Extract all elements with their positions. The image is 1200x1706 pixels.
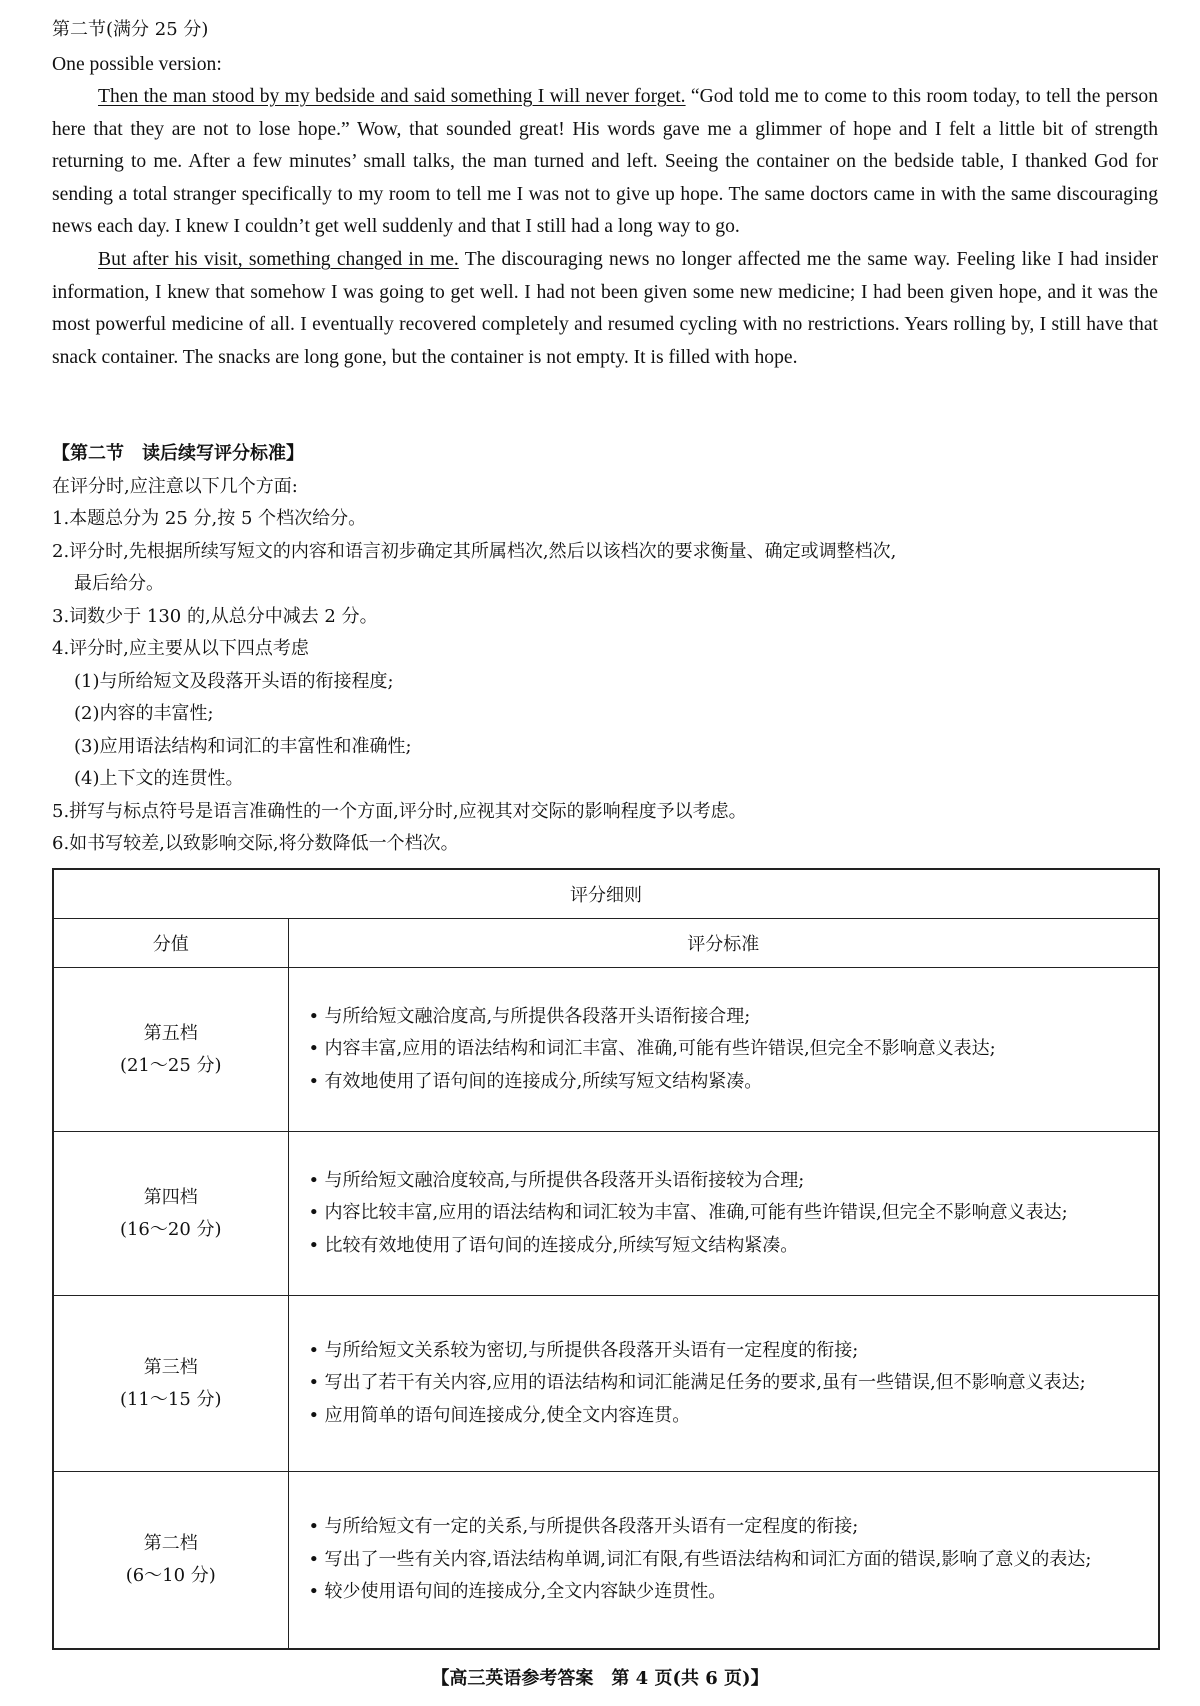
column-header-score: 分值 (53, 919, 288, 968)
band-range: (6～10 分) (125, 1564, 216, 1586)
paragraph-body-1: “God told me to come to this room today, to tell the person here that they are not to lose hope.” Wow, that sounded great! His words gave me a glimmer of hope and I felt a little bit of strength returning to me. After a few minutes’ small talks, the man turned and left. Seeing the container on the bedside table, I thanked God for sending a total stranger specifically to my room to tell me I was not to give up hope. The same doctors came in with the same discouraging news each day. I knew I couldn’t get well suddenly and that I still had a long way to go. (52, 86, 1158, 238)
column-header-criteria: 评分标准 (288, 919, 1159, 968)
sample-essay (52, 81, 1158, 374)
paragraph-opener-2: But after his visit, something changed in me. (98, 248, 459, 270)
table-caption: 评分细则 (53, 869, 1159, 919)
table-row (53, 968, 1159, 1132)
section-header: 第二节(满分 25 分) (52, 19, 209, 40)
rubric-subitem-3: (3)应用语法结构和词汇的丰富性和准确性; (74, 736, 412, 757)
band-cell (53, 1132, 288, 1296)
criteria-bullet: • 内容比较丰富,应用的语法结构和词汇较为丰富、准确,可能有些许错误,但完全不影响意义表达; (307, 1197, 1147, 1230)
rubric-item-1: 1.本题总分为 25 分,按 5 个档次给分。 (52, 508, 367, 529)
criteria-bullet: • 与所给短文融洽度高,与所提供各段落开头语衔接合理; (307, 1001, 1147, 1034)
rubric-intro: 在评分时,应注意以下几个方面: (52, 476, 298, 497)
criteria-cell (288, 1132, 1159, 1296)
criteria-bullet: • 与所给短文有一定的关系,与所提供各段落开头语有一定程度的衔接; (307, 1511, 1147, 1544)
rubric-item-6: 6.如书写较差,以致影响交际,将分数降低一个档次。 (52, 833, 459, 854)
paragraph-body-2: The discouraging news no longer affected me the same way. Feeling like I had insider information, I knew that somehow I was going to get well. I had not been given some new medicine; I had been given hope, and it was the most powerful medicine of all. I eventually recovered completely and resumed cycling with no restrictions. Years rolling by, I still have that snack container. The snacks are long gone, but the container is not empty. It is filled with hope. (52, 248, 1159, 368)
version-label: One possible version: (52, 54, 222, 75)
criteria-cell (288, 1472, 1159, 1649)
rubric-item-4: 4.评分时,应主要从以下四点考虑 (52, 638, 309, 659)
rubric-item-3: 3.词数少于 130 的,从总分中减去 2 分。 (52, 606, 378, 627)
criteria-bullet: • 有效地使用了语句间的连接成分,所续写短文结构紧凑。 (307, 1066, 1147, 1099)
table-row (53, 1132, 1159, 1296)
band-name: 第二档 (143, 1532, 198, 1554)
rubric-item-2: 2.评分时,先根据所续写短文的内容和语言初步确定其所属档次,然后以该档次的要求衡量、确定或调整档次, (52, 541, 897, 562)
scoring-table (52, 868, 1160, 1650)
criteria-cell (288, 968, 1159, 1132)
band-name: 第三档 (143, 1356, 198, 1378)
criteria-bullet: • 比较有效地使用了语句间的连接成分,所续写短文结构紧凑。 (307, 1230, 1147, 1263)
rubric-item-5: 5.拼写与标点符号是语言准确性的一个方面,评分时,应视其对交际的影响程度予以考虑。 (52, 801, 747, 822)
table-row (53, 1296, 1159, 1472)
rubric-subitem-4: (4)上下文的连贯性。 (74, 768, 244, 789)
criteria-bullet: • 与所给短文关系较为密切,与所提供各段落开头语有一定程度的衔接; (307, 1335, 1147, 1368)
band-name: 第四档 (143, 1186, 198, 1208)
band-cell (53, 968, 288, 1132)
criteria-bullet: • 与所给短文融洽度较高,与所提供各段落开头语衔接较为合理; (307, 1165, 1147, 1198)
rubric-item-2-continued: 最后给分。 (74, 573, 164, 594)
band-range: (16～20 分) (119, 1218, 222, 1240)
band-range: (21～25 分) (119, 1054, 222, 1076)
rubric-subitem-1: (1)与所给短文及段落开头语的衔接程度; (74, 671, 394, 692)
essay-paragraph-1 (52, 81, 1158, 244)
rubric-subitem-2: (2)内容的丰富性; (74, 703, 214, 724)
rubric-title: 【第二节 读后续写评分标准】 (52, 443, 304, 464)
band-range: (11～15 分) (119, 1388, 222, 1410)
criteria-bullet: • 应用简单的语句间连接成分,使全文内容连贯。 (307, 1400, 1147, 1433)
criteria-bullet: • 较少使用语句间的连接成分,全文内容缺少连贯性。 (307, 1576, 1147, 1609)
criteria-bullet: • 内容丰富,应用的语法结构和词汇丰富、准确,可能有些许错误,但完全不影响意义表达; (307, 1033, 1147, 1066)
essay-paragraph-2 (52, 244, 1158, 374)
band-name: 第五档 (143, 1022, 198, 1044)
paragraph-opener-1: Then the man stood by my bedside and said something I will never forget. (98, 86, 686, 107)
page-footer: 【高三英语参考答案 第 4 页(共 6 页)】 (431, 1668, 769, 1689)
band-cell (53, 1472, 288, 1649)
criteria-bullet: • 写出了一些有关内容,语法结构单调,词汇有限,有些语法结构和词汇方面的错误,影响了意义的表达; (307, 1544, 1147, 1577)
table-row (53, 1472, 1159, 1649)
band-cell (53, 1296, 288, 1472)
criteria-bullet: • 写出了若干有关内容,应用的语法结构和词汇能满足任务的要求,虽有一些错误,但不影响意义表达; (307, 1367, 1147, 1400)
criteria-cell (288, 1296, 1159, 1472)
